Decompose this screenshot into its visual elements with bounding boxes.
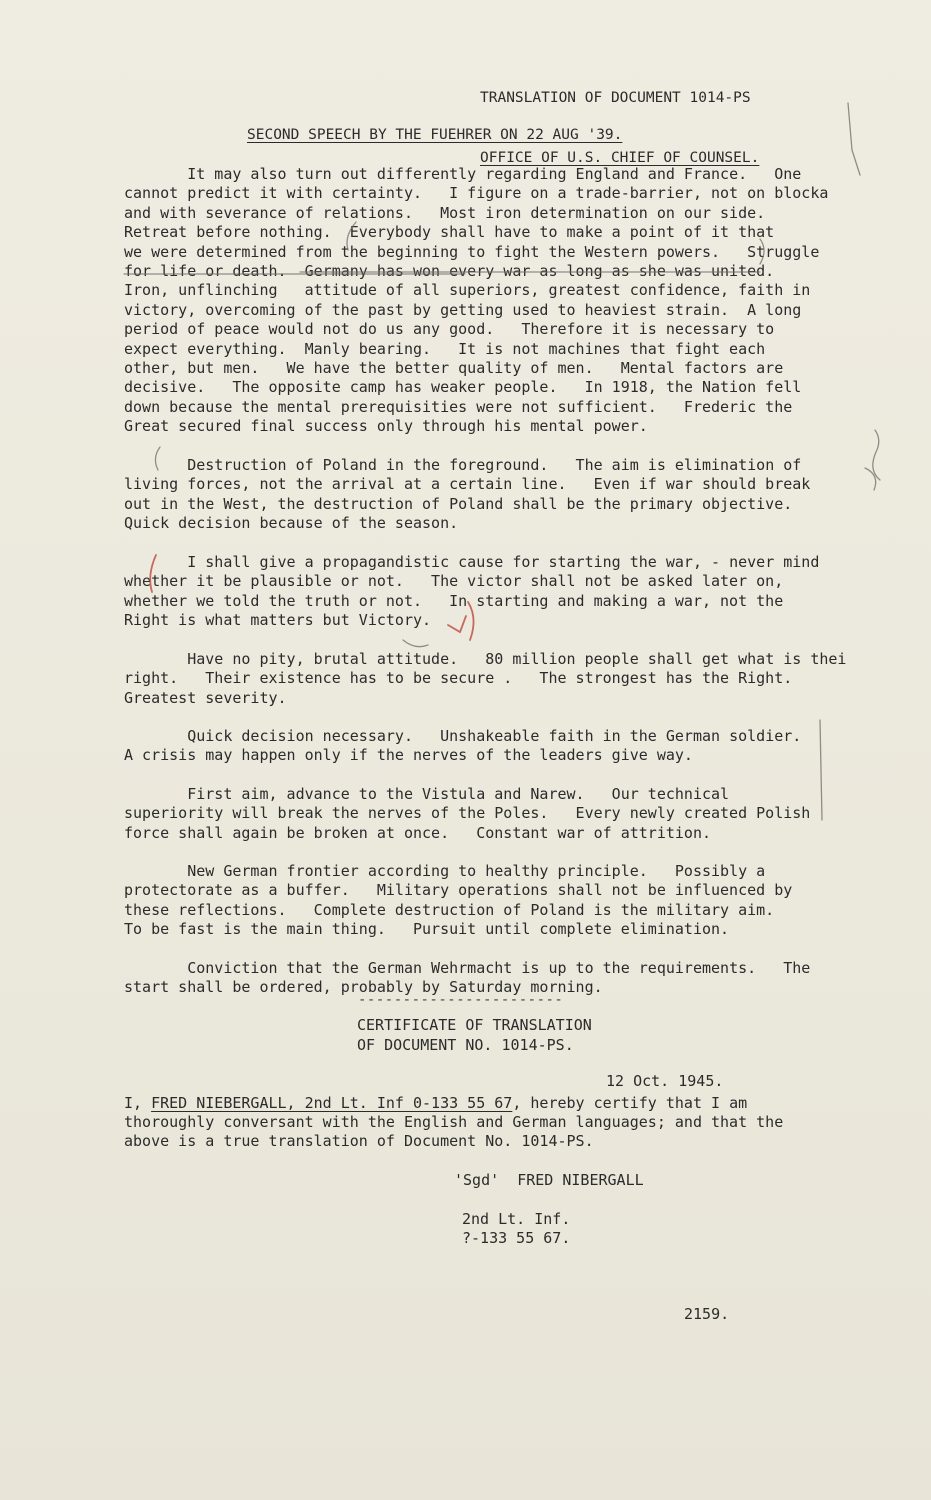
certificate-date: 12 Oct. 1945. <box>606 1072 724 1090</box>
certificate-statement-line-2: thoroughly conversant with the English and German languages; and that the <box>124 1113 784 1131</box>
header-line-2: OFFICE OF U.S. CHIEF OF COUNSEL. <box>480 150 760 166</box>
paragraph-1: It may also turn out differently regarding England and France. One cannot predict it with certainty. I figure on a trade-barrier, not on blocka and with severance of relations. Most iron determination on our side. Retreat before nothing. Everybody shall have to make a point of it that we were determined from the beginning to fight the Western powers. Struggle for life or death. Germany has won every war as long as she was united. Iron, unflinching attitude of all superiors, greatest confidence, faith in victory, overcoming of the past by getting used to heaviest strain. A long period of peace would not do us any good. Therefore it is necessary to expect everything. Manly bearing. It is not machines that fight each other, but men. We have the better quality of men. Mental factors are decisive. The opposite camp has weaker people. In 1918, the Nation fell down because the mental prerequisities were not sufficient. Frederic the Great secured final success only through his mental power. <box>124 165 829 436</box>
signature-rank: 2nd Lt. Inf. <box>462 1210 571 1228</box>
page-number: 2159. <box>684 1305 730 1323</box>
paragraph-4: Have no pity, brutal attitude. 80 million people shall get what is thei right. Their existence has to be secure . The strongest has the Right. Greatest severity. <box>124 650 847 707</box>
statement-rest: , hereby certify that I am <box>512 1094 748 1112</box>
statement-prefix: I, <box>124 1094 152 1112</box>
paragraph-7: New German frontier according to healthy principle. Possibly a protectorate as a buffer. Military operations shall not be influenced by these reflections. Complete destruction of Poland is the military aim. To be fast is the main thing. Pursuit until complete elimination. <box>124 862 793 939</box>
paragraph-3: I shall give a propagandistic cause for starting the war, - never mind whether it be plausible or not. The victor shall not be asked later on, whether we told the truth or not. In starting and making a war, not the Right is what matters but Victory. <box>124 553 820 630</box>
certificate-statement-line-1 <box>124 1094 747 1112</box>
paragraph-2: Destruction of Poland in the foreground. The aim is elimination of living forces, not the arrival at a certain line. Even if war should break out in the West, the destruction of Poland shall be the primary objective. Quick decision because of the season. <box>124 456 811 533</box>
signature-serial: ?-133 55 67. <box>462 1229 571 1247</box>
pencil-check <box>403 640 428 647</box>
header-line-1: TRANSLATION OF DOCUMENT 1014-PS <box>480 90 751 106</box>
certificate-statement-line-3: above is a true translation of Document No. 1014-PS. <box>124 1132 594 1150</box>
certificate-heading-1: CERTIFICATE OF TRANSLATION <box>357 1016 592 1034</box>
translator-name: FRED NIEBERGALL, 2nd Lt. Inf 0-133 55 67 <box>151 1094 513 1112</box>
signature-line: 'Sgd' FRED NIBERGALL <box>454 1171 644 1189</box>
document-title: SECOND SPEECH BY THE FUEHRER ON 22 AUG '39. <box>247 127 623 143</box>
paragraph-8: Conviction that the German Wehrmacht is up to the requirements. The start shall be ordered, probably by Saturday morning. <box>124 959 811 997</box>
certificate-heading-2: OF DOCUMENT NO. 1014-PS. <box>357 1036 574 1054</box>
separator-line: ----------------------- <box>358 992 564 1008</box>
paragraph-5: Quick decision necessary. Unshakeable faith in the German soldier. A crisis may happen only if the nerves of the leaders give way. <box>124 727 802 765</box>
paragraph-6: First aim, advance to the Vistula and Narew. Our technical superiority will break the nerves of the Poles. Every newly created Polish force shall again be broken at once. Constant war of attrition. <box>124 785 811 842</box>
